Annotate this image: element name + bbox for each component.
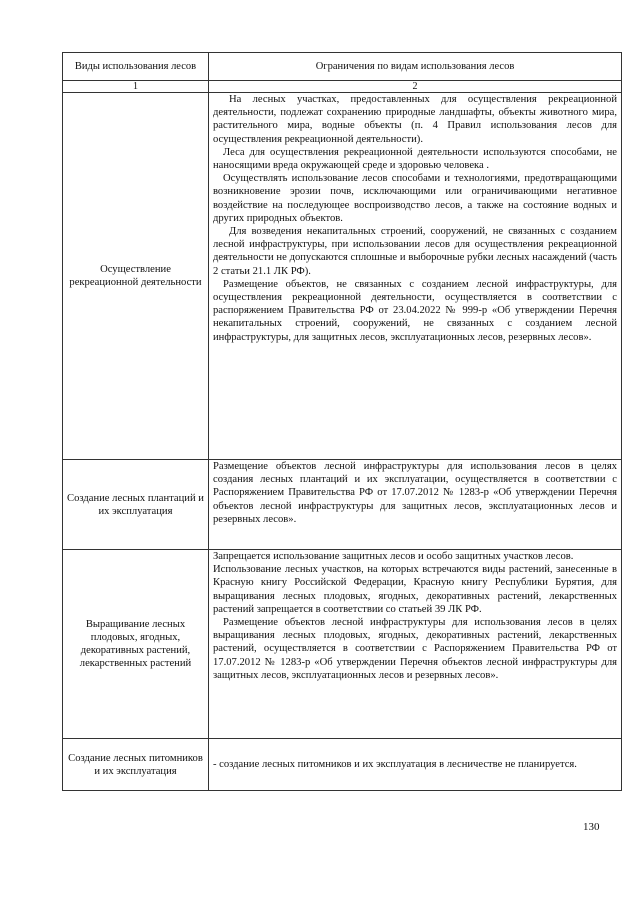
paragraph: Размещение объектов лесной инфраструктуры для использования лесов в целях создания лесных плантаций и их эксплуатации, осуществляется в соответствии с Распоряжением Правительства РФ от 17.07.2012 № 1283-р «Об утверждении Перечня объектов лесной инфраструктуры для защитных лесов, эксплуатационных лесов и резервных лесов».	[213, 461, 617, 525]
paragraph: Для возведения некапитальных строений, сооружений, не связанных с созданием лесной инфраструктуры, при использовании лесов для осуществления рекреационной деятельности не допускаются сплошные и выборочные рубки лесных насаждений (часть 2 статьи 21.1 ЛК РФ).	[213, 226, 617, 277]
paragraph: Осуществлять использование лесов способами и технологиями, предотвращающими возникновение эрозии почв, исключающими или ограничивающими негативное воздействие на последующее воспроизводство лесов, а также на состояние водных и других природных объектов.	[213, 173, 617, 224]
column-number-row	[63, 81, 622, 93]
paragraph: Размещение объектов лесной инфраструктуры для использования лесов в целях выращивания лесных плодовых, ягодных, декоративных растений, лекарственных растений, осуществляется в соответствии с Распоряжением Правительства РФ от 17.07.2012 № 1283-р «Об утверждении Перечня объектов лесной инфраструктуры для защитных лесов, эксплуатационных лесов и резервных лесов».	[213, 617, 617, 681]
paragraph: Размещение объектов, не связанных с созданием лесной инфраструктуры, для осуществления рекреационной деятельности, осуществляется в соответствии с распоряжением Правительства РФ от 23.04.2022 № 999-р «Об утверждении Перечня некапитальных строений, сооружений, не связанных с созданием лесной инфраструктуры, для защитных лесов, эксплуатационных лесов, резервных лесов».	[213, 278, 617, 343]
table-header-row	[63, 53, 622, 81]
table-row	[63, 550, 622, 739]
paragraph: Запрещается использование защитных лесов и особо защитных участков лесов.	[213, 551, 574, 562]
paragraph: Леса для осуществления рекреационной деятельности используются способами, не наносящими вреда окружающей среде и здоровью человека .	[213, 146, 617, 172]
use-type-cell: Создание лесных питомников и их эксплуатация	[63, 739, 209, 791]
use-type-cell: Создание лесных плантаций и их эксплуатация	[63, 460, 209, 550]
header-cell-use-type: Виды использования лесов	[63, 53, 209, 81]
restrictions-cell	[209, 550, 622, 739]
table-row	[63, 460, 622, 550]
header-cell-restrictions: Ограничения по видам использования лесов	[209, 53, 622, 81]
restrictions-cell	[209, 460, 622, 550]
restrictions-cell	[209, 739, 622, 791]
restrictions-cell	[209, 93, 622, 460]
use-type-cell: Выращивание лесных плодовых, ягодных, декоративных растений, лекарственных растений	[63, 550, 209, 739]
table-row	[63, 739, 622, 791]
column-number-1: 1	[63, 81, 209, 93]
use-type-cell: Осуществление рекреационной деятельности	[63, 93, 209, 460]
paragraph: На лесных участках, предоставленных для осуществления рекреационной деятельности, подлежат сохранению природные ландшафты, объекты животного мира, растительного мира, водные объекты (п. 4 Правил использования лесов для осуществления рекреационной деятельности).	[213, 94, 617, 145]
column-number-2: 2	[209, 81, 622, 93]
table-row	[63, 93, 622, 460]
paragraph: Использование лесных участков, на которых встречаются виды растений, занесенные в Красную книгу Российской Федерации, Красную книгу Республики Бурятия, для выращивания лесных плодовых, ягодных, декоративных растений, лекарственных растений запрещается в соответствии со статьей 39 ЛК РФ.	[213, 564, 617, 615]
paragraph: - создание лесных питомников и их эксплуатация в лесничестве не планируется.	[213, 758, 577, 770]
forest-use-restrictions-table	[62, 52, 622, 791]
page-number: 130	[583, 821, 600, 833]
